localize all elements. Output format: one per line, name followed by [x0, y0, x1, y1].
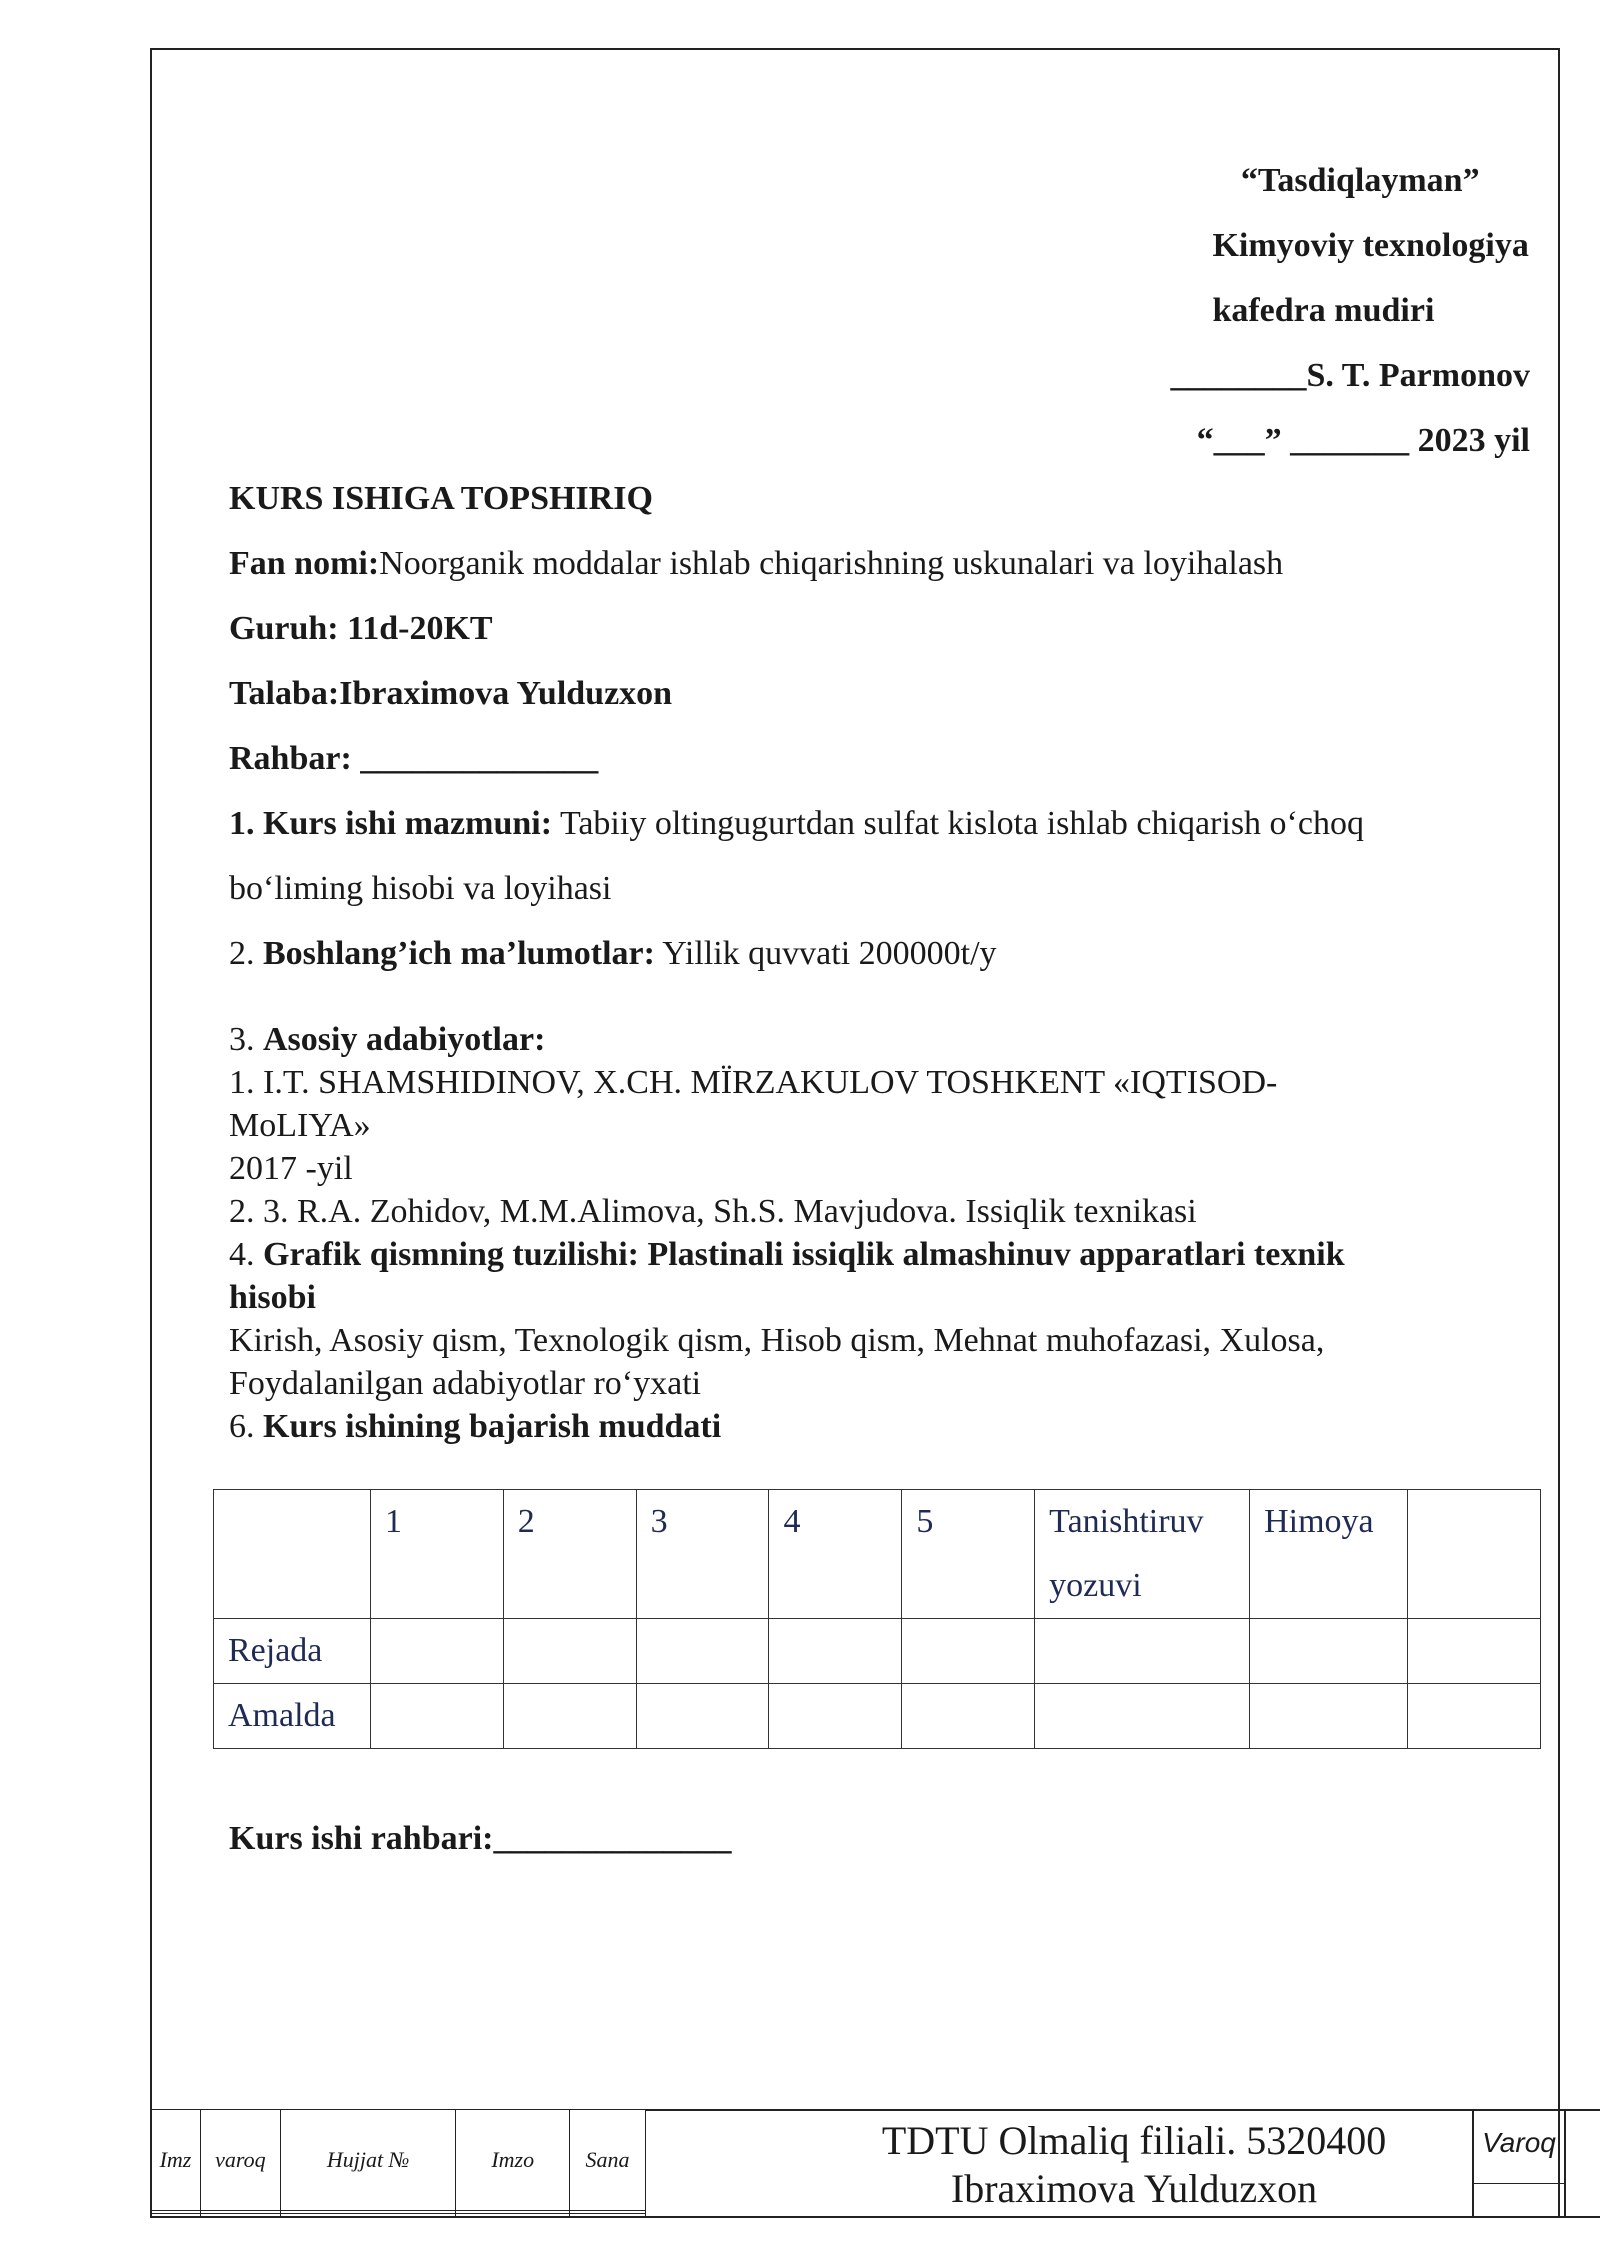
header-cell [1408, 1490, 1541, 1619]
header-cell: 2 [503, 1490, 636, 1619]
schedule-header-row [214, 1490, 1541, 1619]
schedule-table [213, 1489, 1541, 1749]
stamp-title-line-1: TDTU Olmaliq filiali. 5320400 [881, 2118, 1387, 2163]
sheet-label: Varoq [1482, 2127, 1556, 2158]
table-cell[interactable] [1035, 1684, 1250, 1749]
header-cell: Himoya [1250, 1490, 1408, 1619]
reference-1-line-1: 1. I.T. SHAMSHIDINOV, X.CH. MÏRZAKULOV TOSHKENT «IQTISOD- [229, 1064, 1278, 1101]
stamp-col-label: Imz [151, 2110, 201, 2211]
table-cell[interactable] [503, 1684, 636, 1749]
row-label: Rejada [214, 1619, 371, 1684]
approval-signature: ________S. T. Parmonov [1170, 357, 1530, 394]
content-line [229, 804, 1364, 844]
initial-data-value: Yillik quvvati 200000t/y [662, 935, 997, 972]
item-number: 6. [229, 1408, 255, 1445]
header-cell [1035, 1490, 1250, 1619]
literature-heading [229, 1020, 545, 1060]
table-cell[interactable] [370, 1619, 503, 1684]
reference-1-line-2: MoLIYA» [229, 1107, 371, 1144]
stamp-grid [150, 2109, 646, 2218]
deadline-line [229, 1407, 721, 1447]
group-line: Guruh: 11d-20KT [229, 610, 493, 647]
table-cell[interactable] [636, 1684, 769, 1749]
item-number: 1. [229, 805, 255, 842]
initial-data-line [229, 934, 997, 974]
title-block [150, 2109, 1566, 2218]
table-row [214, 1684, 1541, 1749]
approval-department: Kimyoviy texnologiya [1212, 227, 1529, 264]
header-text: Tanishtiruv [1049, 1503, 1204, 1540]
table-cell[interactable] [1250, 1684, 1408, 1749]
header-text-2: yozuvi [1049, 1567, 1142, 1604]
header-cell: 3 [636, 1490, 769, 1619]
sections-line-2: Foydalanilgan adabiyotlar roʻyxati [229, 1365, 702, 1402]
reference-1-line-3: 2017 -yil [229, 1150, 353, 1187]
table-cell[interactable] [902, 1684, 1035, 1749]
subject-line [229, 544, 1283, 584]
student-line: Talaba:Ibraximova Yulduzxon [229, 675, 673, 712]
header-cell: 1 [370, 1490, 503, 1619]
subject-value: Noorganik moddalar ishlab chiqarishning uskunalari va loyihalash [379, 545, 1284, 582]
table-cell[interactable] [503, 1619, 636, 1684]
item-number: 4. [229, 1236, 255, 1273]
sheet-box [1472, 2109, 1566, 2218]
stamp-header-row [151, 2110, 646, 2211]
graphic-part-line-2: hisobi [229, 1279, 316, 1316]
table-cell[interactable] [1408, 1684, 1541, 1749]
header-cell: 5 [902, 1490, 1035, 1619]
table-cell[interactable] [1035, 1619, 1250, 1684]
table-cell[interactable] [1408, 1619, 1541, 1684]
sections-line-1: Kirish, Asosiy qism, Texnologik qism, Hisob qism, Mehnat muhofazasi, Xulosa, [229, 1322, 1325, 1359]
table-cell[interactable] [370, 1684, 503, 1749]
stamp-col-label: Sana [570, 2110, 646, 2211]
content-line-2: boʻliming hisobi va loyihasi [229, 870, 612, 907]
approval-position: kafedra mudiri [1212, 292, 1435, 329]
row-label: Amalda [214, 1684, 371, 1749]
header-cell: 4 [769, 1490, 902, 1619]
header-cell [214, 1490, 371, 1619]
subject-label: Fan nomi: [229, 545, 380, 582]
table-row [214, 1619, 1541, 1684]
stamp-row [151, 2214, 646, 2218]
graphic-part-label: Grafik qismning tuzilishi: Plastinali issiqlik almashinuv apparatlari texnik [263, 1236, 1345, 1273]
approval-block [1170, 148, 1530, 473]
stamp-col-label: varoq [200, 2110, 280, 2211]
table-cell[interactable] [769, 1684, 902, 1749]
literature-label: Asosiy adabiyotlar: [263, 1021, 546, 1058]
stamp-col-label: Hujjat № [280, 2110, 456, 2211]
table-cell[interactable] [769, 1619, 902, 1684]
table-cell[interactable] [1250, 1619, 1408, 1684]
sheet-divider [1474, 2183, 1564, 2184]
stamp-title [646, 2109, 1600, 2218]
stamp-col-label: Imzo [456, 2110, 570, 2211]
document-heading: KURS ISHIGA TOPSHIRIQ [229, 480, 653, 517]
approval-title: “Tasdiqlayman” [1240, 162, 1480, 199]
leader-signature-line: Kurs ishi rahbari:______________ [229, 1820, 732, 1857]
table-cell[interactable] [902, 1619, 1035, 1684]
supervisor-line: Rahbar: ______________ [229, 740, 599, 777]
item-number: 3. [229, 1021, 255, 1058]
approval-date: “___” _______ 2023 yil [1196, 422, 1530, 459]
content-value: Tabiiy oltingugurtdan sulfat kislota ishlab chiqarish oʻchoq [559, 805, 1364, 842]
table-cell[interactable] [636, 1619, 769, 1684]
initial-data-label: Boshlang’ich ma’lumotlar: [263, 935, 655, 972]
content-label: Kurs ishi mazmuni: [263, 805, 553, 842]
item-number: 2. [229, 935, 255, 972]
reference-2: 2. 3. R.A. Zohidov, M.M.Alimova, Sh.S. Mavjudova. Issiqlik texnikasi [229, 1193, 1197, 1230]
deadline-label: Kurs ishining bajarish muddati [263, 1408, 722, 1445]
graphic-part-line [229, 1235, 1345, 1275]
stamp-title-line-2: Ibraximova Yulduzxon [950, 2166, 1318, 2211]
